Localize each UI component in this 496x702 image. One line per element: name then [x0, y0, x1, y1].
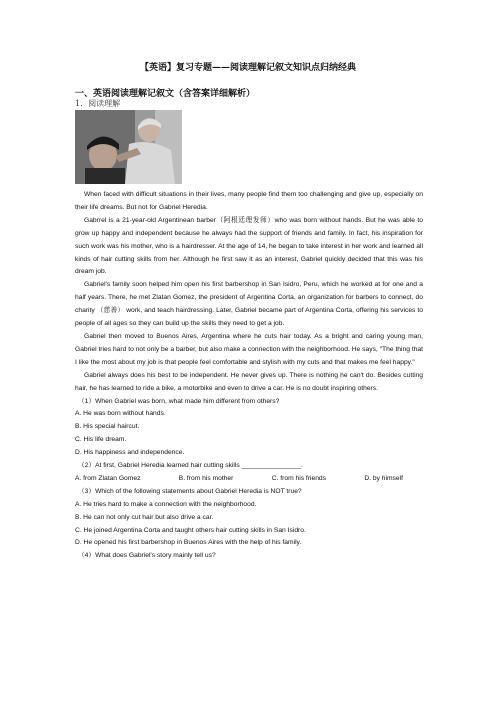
question-1-option-a: A. He was born without hands.	[75, 410, 166, 418]
question-3-option-b: B. He can not only cut hair but also drive a car.	[75, 513, 214, 521]
question-2-option-d: D. by himself	[364, 474, 403, 482]
question-3-option-c: C. He joined Argentina Corta and taught others hair cutting skills in San Isidro.	[75, 526, 306, 534]
question-1-option-b: B. His special haircut.	[75, 423, 140, 431]
question-2-option-a: A. from Zlatan Gomez	[75, 474, 141, 482]
page-title: 【英语】复习专题——阅读理解记叙文知识点归纳经典	[139, 63, 356, 73]
question-3-stem: （3）Which of the following statements about Gabriel Heredia is NOT true?	[78, 487, 302, 495]
subsection-heading: 1．阅读理解	[75, 99, 121, 108]
question-2-option-c: C. from his friends	[271, 474, 326, 482]
question-4-stem: （4）What does Gabriel's story mainly tell us?	[78, 552, 216, 560]
question-2-options	[75, 473, 423, 486]
passage-paragraph: Gabriel always does his best to be independent. He never gives up. There is nothing he can't do. Besides cutting hair, he has learned to ride a bike, a motorbike and even to drive a car. He is no doubt inspiring others.	[75, 371, 423, 392]
passage-paragraph: Gabriel then moved to Buenos Aires, Argentina where he cuts hair today. As a bright and caring young man, Gabriel tries hard to not only be a barber, but also make a connection with the neighborhood. He says, "The thing that I like the most about my job is that people feel comfortable and stylish with my cuts and that makes me feel happy."	[75, 332, 423, 366]
question-1-option-c: C. His life dream.	[75, 436, 127, 444]
question-2-option-b: B. from his mother	[178, 474, 234, 482]
question-1-stem: （1）When Gabriel was born, what made him different from others?	[78, 397, 280, 405]
question-2-stem: （2）At first, Gabriel Heredia learned hair cutting skills ________________.	[78, 462, 303, 470]
passage-photo	[75, 110, 182, 184]
section-heading: 一、英语阅读理解记叙文（含答案详细解析）	[75, 89, 256, 99]
question-3-option-a: A. He tries hard to make a connection with the neighborhood.	[75, 500, 257, 508]
passage-paragraph: When faced with difficult situations in their lives, many people find them too challenging and give up, especially on their life dreams. But not for Gabriel Heredia.	[75, 191, 423, 211]
question-1-option-d: D. His happiness and independence.	[75, 449, 185, 457]
passage-paragraph: Gabriel's family soon helped him open his first barbershop in San Isidro, Peru, which he worked at for one and a half years. There, he met Zlatan Gomez, the president of Argentina Corta, an organization for barbers to connect, do charity （慈善） work, and teach hairdressing. Later, Gabriel became part of Argentina Corta, offering his services to people of all ages so they can build up the skills they need to get a job.	[75, 281, 423, 328]
question-3-option-d: D. He opened his first barbershop in Buenos Aires with the help of his family.	[75, 539, 302, 547]
passage-paragraph: Gabrrel is a 21-year-old Argentinean barber（阿根廷理发师）who was born without hands. But he was able to grow up happy and independent because he always had the support of friends and family. In fact, his inspiration for such work was his mother, who is a hairdresser. At the age of 14, he began to take interest in her work and learned all kinds of hair cutting skills from her. Although he first saw it as an interest, Gabriel quickly decided that this was his dream job.	[75, 216, 423, 276]
passage-body	[75, 189, 423, 563]
barber-photo-illustration	[75, 110, 182, 184]
